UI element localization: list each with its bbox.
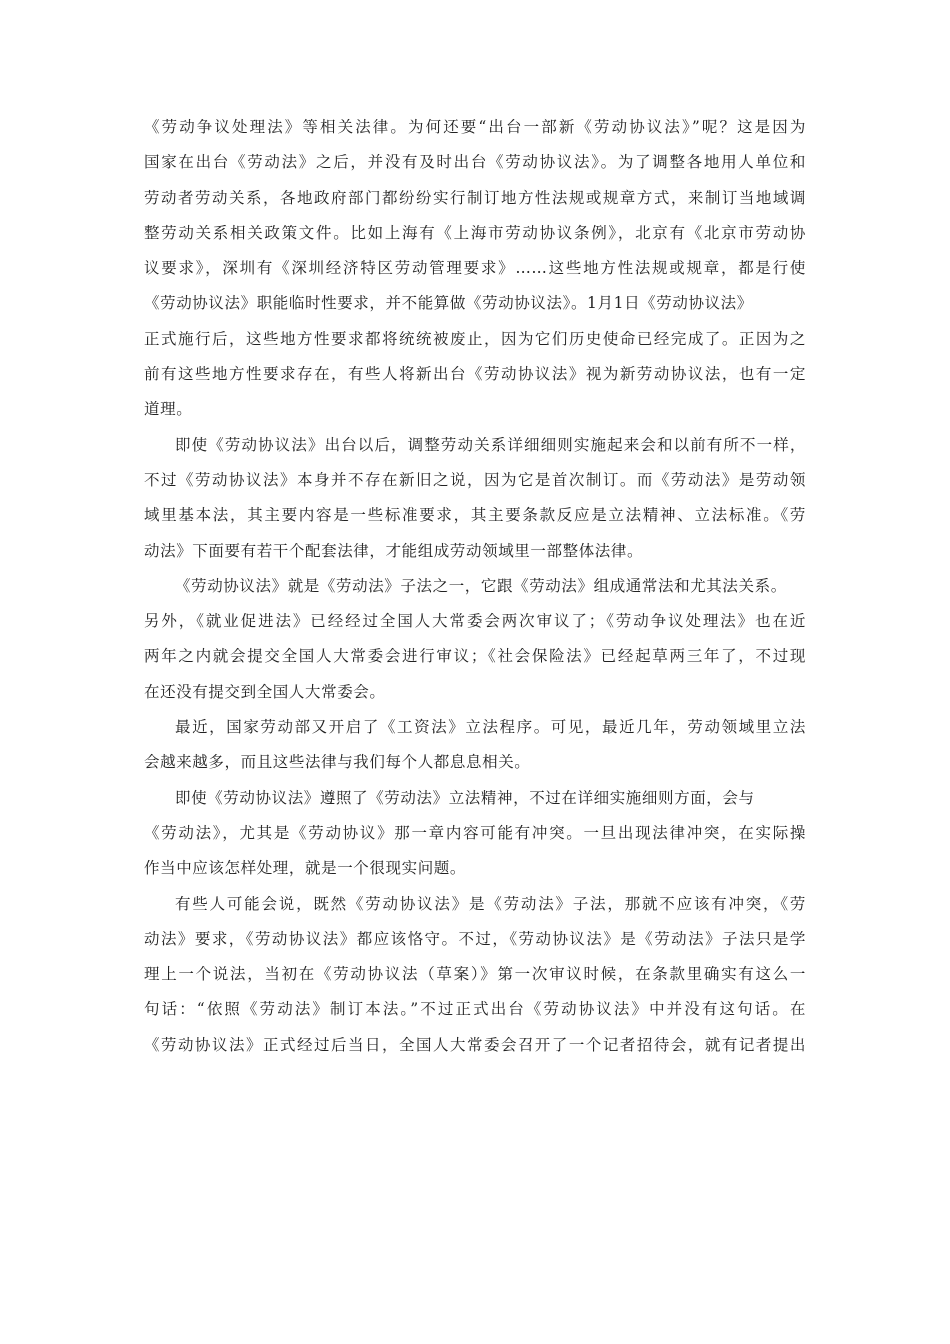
text-line: 议要求》，深圳有《深圳经济特区劳动管理要求》……这些地方性法规或规章，都是行使 [144,259,806,278]
text-line: 不过《劳动协议法》本身并不存在新旧之说，因为它是首次制订。而《劳动法》是劳动领 [144,470,806,489]
text-line: 作当中应该怎样处理，就是一个很现实问题。 [144,859,467,878]
text-line: 域里基本法，其主要内容是一些标准要求，其主要条款反应是立法精神、立法标准。《劳 [144,506,806,525]
text-line: 句话：“依照《劳动法》制订本法。”不过正式出台《劳动协议法》中并没有这句话。在 [144,1000,806,1019]
text-line: 劳动者劳动关系，各地政府部门都纷纷实行制订地方性法规或规章方式，来制订当地域调 [144,188,806,207]
text-line: 《劳动争议处理法》等相关法律。为何还要“出台一部新《劳动协议法》”呢？这是因为 [144,118,806,136]
text-line: 《劳动协议法》职能临时性要求，并不能算做《劳动协议法》。1月1日《劳动协议法》 [144,294,753,313]
paragraph-first-line: 有些人可能会说，既然《劳动协议法》是《劳动法》子法，那就不应该有冲突，《劳 [175,894,806,913]
text-line: 整劳动关系相关政策文件。比如上海有《上海市劳动协议条例》，北京有《北京市劳动协 [144,223,806,242]
text-line: 道理。 [144,400,193,419]
paragraph-first-line: 即使《劳动协议法》遵照了《劳动法》立法精神，不过在详细实施细则方面，会与 [175,788,755,807]
text-line: 理上一个说法，当初在《劳动协议法（草案）》第一次审议时候，在条款里确实有这么一 [144,965,806,984]
paragraph-first-line: 最近，国家劳动部又开启了《工资法》立法程序。可见，最近几年，劳动领域里立法 [175,718,806,737]
text-line: 动法》下面要有若干个配套法律，才能组成劳动领域里一部整体法律。 [144,541,644,560]
text-line: 《劳动协议法》正式经过后当日，全国人大常委会召开了一个记者招待会，就有记者提出 [144,1035,806,1054]
text-line: 《劳动法》，尤其是《劳动协议》那一章内容可能有冲突。一旦出现法律冲突，在实际操 [144,823,806,842]
paragraph-first-line: 《劳动协议法》就是《劳动法》子法之一，它跟《劳动法》组成通常法和尤其法关系。 [175,576,787,595]
text-line: 两年之内就会提交全国人大常委会进行审议；《社会保险法》已经起草两三年了，不过现 [144,647,806,666]
text-line: 动法》要求，《劳动协议法》都应该恪守。不过，《劳动协议法》是《劳动法》子法只是学 [144,929,806,948]
text-line: 在还没有提交到全国人大常委会。 [144,682,386,701]
text-line: 国家在出台《劳动法》之后，并没有及时出台《劳动协议法》。为了调整各地用人单位和 [144,153,806,172]
text-line: 正式施行后，这些地方性要求都将统统被废止，因为它们历史使命已经完成了。正因为之 [144,329,806,348]
body-text [144,110,806,1063]
text-line: 另外，《就业促进法》已经经过全国人大常委会两次审议了；《劳动争议处理法》也在近 [144,612,806,631]
text-line: 前有这些地方性要求存在，有些人将新出台《劳动协议法》视为新劳动协议法，也有一定 [144,365,806,384]
text-line: 会越来越多，而且这些法律与我们每个人都息息相关。 [144,753,531,772]
paragraph-first-line: 即使《劳动协议法》出台以后，调整劳动关系详细细则实施起来会和以前有所不一样， [175,435,806,454]
